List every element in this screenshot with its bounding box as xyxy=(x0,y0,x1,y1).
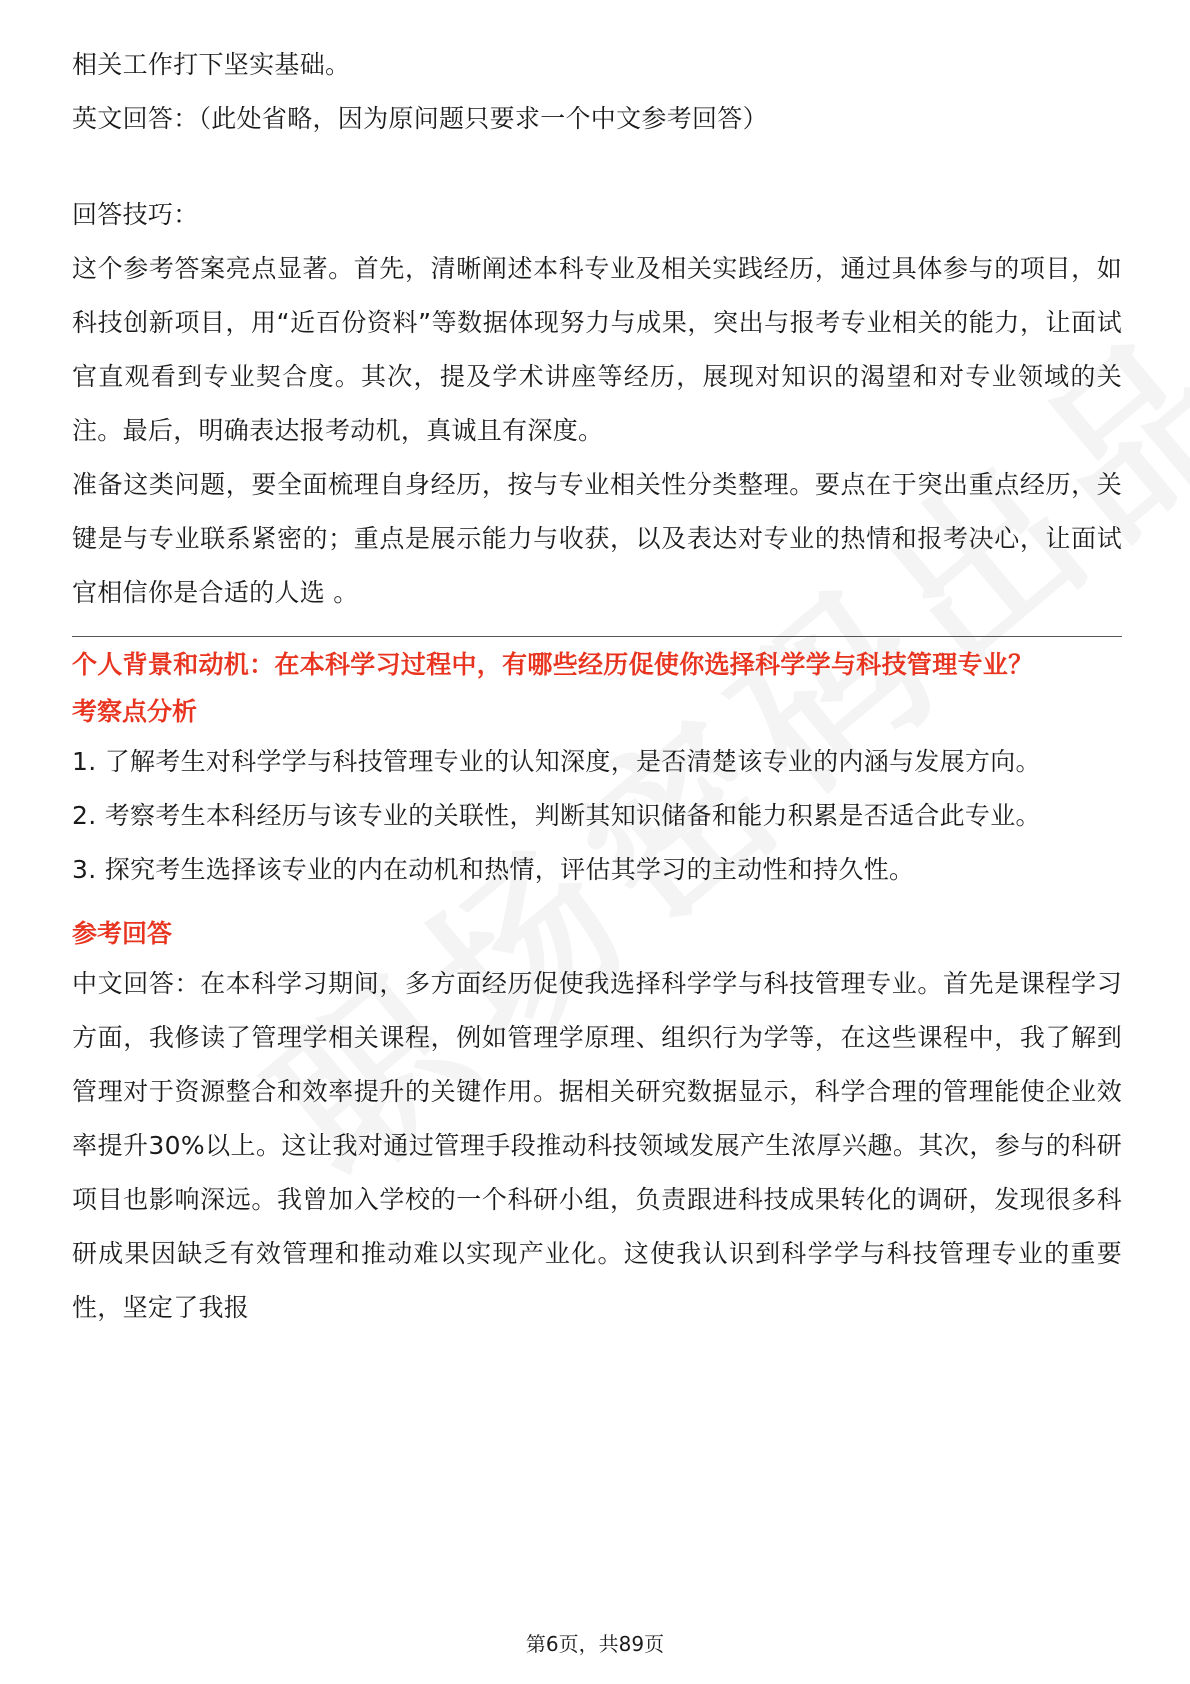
question-title: 个人背景和动机：在本科学习过程中，有哪些经历促使你选择科学学与科技管理专业？ xyxy=(72,650,1034,679)
prev-answer-tail: 相关工作打下坚实基础。 xyxy=(72,50,351,79)
section-divider xyxy=(72,636,1122,637)
analysis-item-2: 2. 考察考生本科经历与该专业的关联性，判断其知识储备和能力积累是否适合此专业。 xyxy=(72,801,1041,830)
tips-title: 回答技巧： xyxy=(72,200,199,229)
analysis-title: 考察点分析 xyxy=(72,697,198,726)
analysis-item-1: 1. 了解考生对科学学与科技管理专业的认知深度，是否清楚该专业的内涵与发展方向。 xyxy=(72,747,1041,776)
page-number-footer: 第6页，共89页 xyxy=(525,1632,665,1656)
reference-title: 参考回答 xyxy=(72,919,173,948)
page-content xyxy=(72,38,1122,1335)
tips-paragraph-1: 这个参考答案亮点显著。首先，清晰阐述本科专业及相关实践经历，通过具体参与的项目，如科技创新项目，用“近百份资料”等数据体现努力与成果，突出与报考专业相关的能力，让面试官直观看到专业契合度。其次，提及学术讲座等经历，展现对知识的渴望和对专业领域的关注。最后，明确表达报考动机，真诚且有深度。 xyxy=(72,254,1122,445)
english-answer: 英文回答：（此处省略，因为原问题只要求一个中文参考回答） xyxy=(72,104,768,133)
reference-answer: 中文回答：在本科学习期间，多方面经历促使我选择科学学与科技管理专业。首先是课程学习方面，我修读了管理学相关课程，例如管理学原理、组织行为学等，在这些课程中，我了解到管理对于资源整合和效率提升的关键作用。据相关研究数据显示，科学合理的管理能使企业效率提升30%以上。这让我对通过管理手段推动科技领域发展产生浓厚兴趣。其次，参与的科研项目也影响深远。我曾加入学校的一个科研小组，负责跟进科技成果转化的调研，发现很多科研成果因缺乏有效管理和推动难以实现产业化。这使我认识到科学学与科技管理专业的重要性，坚定了我报 xyxy=(72,969,1122,1322)
tips-paragraph-2: 准备这类问题，要全面梳理自身经历，按与专业相关性分类整理。要点在于突出重点经历，关键是与专业联系紧密的；重点是展示能力与收获，以及表达对专业的热情和报考决心，让面试官相信你是合适的人选 。 xyxy=(72,470,1122,607)
analysis-item-3: 3. 探究考生选择该专业的内在动机和热情，评估其学习的主动性和持久性。 xyxy=(72,855,915,884)
